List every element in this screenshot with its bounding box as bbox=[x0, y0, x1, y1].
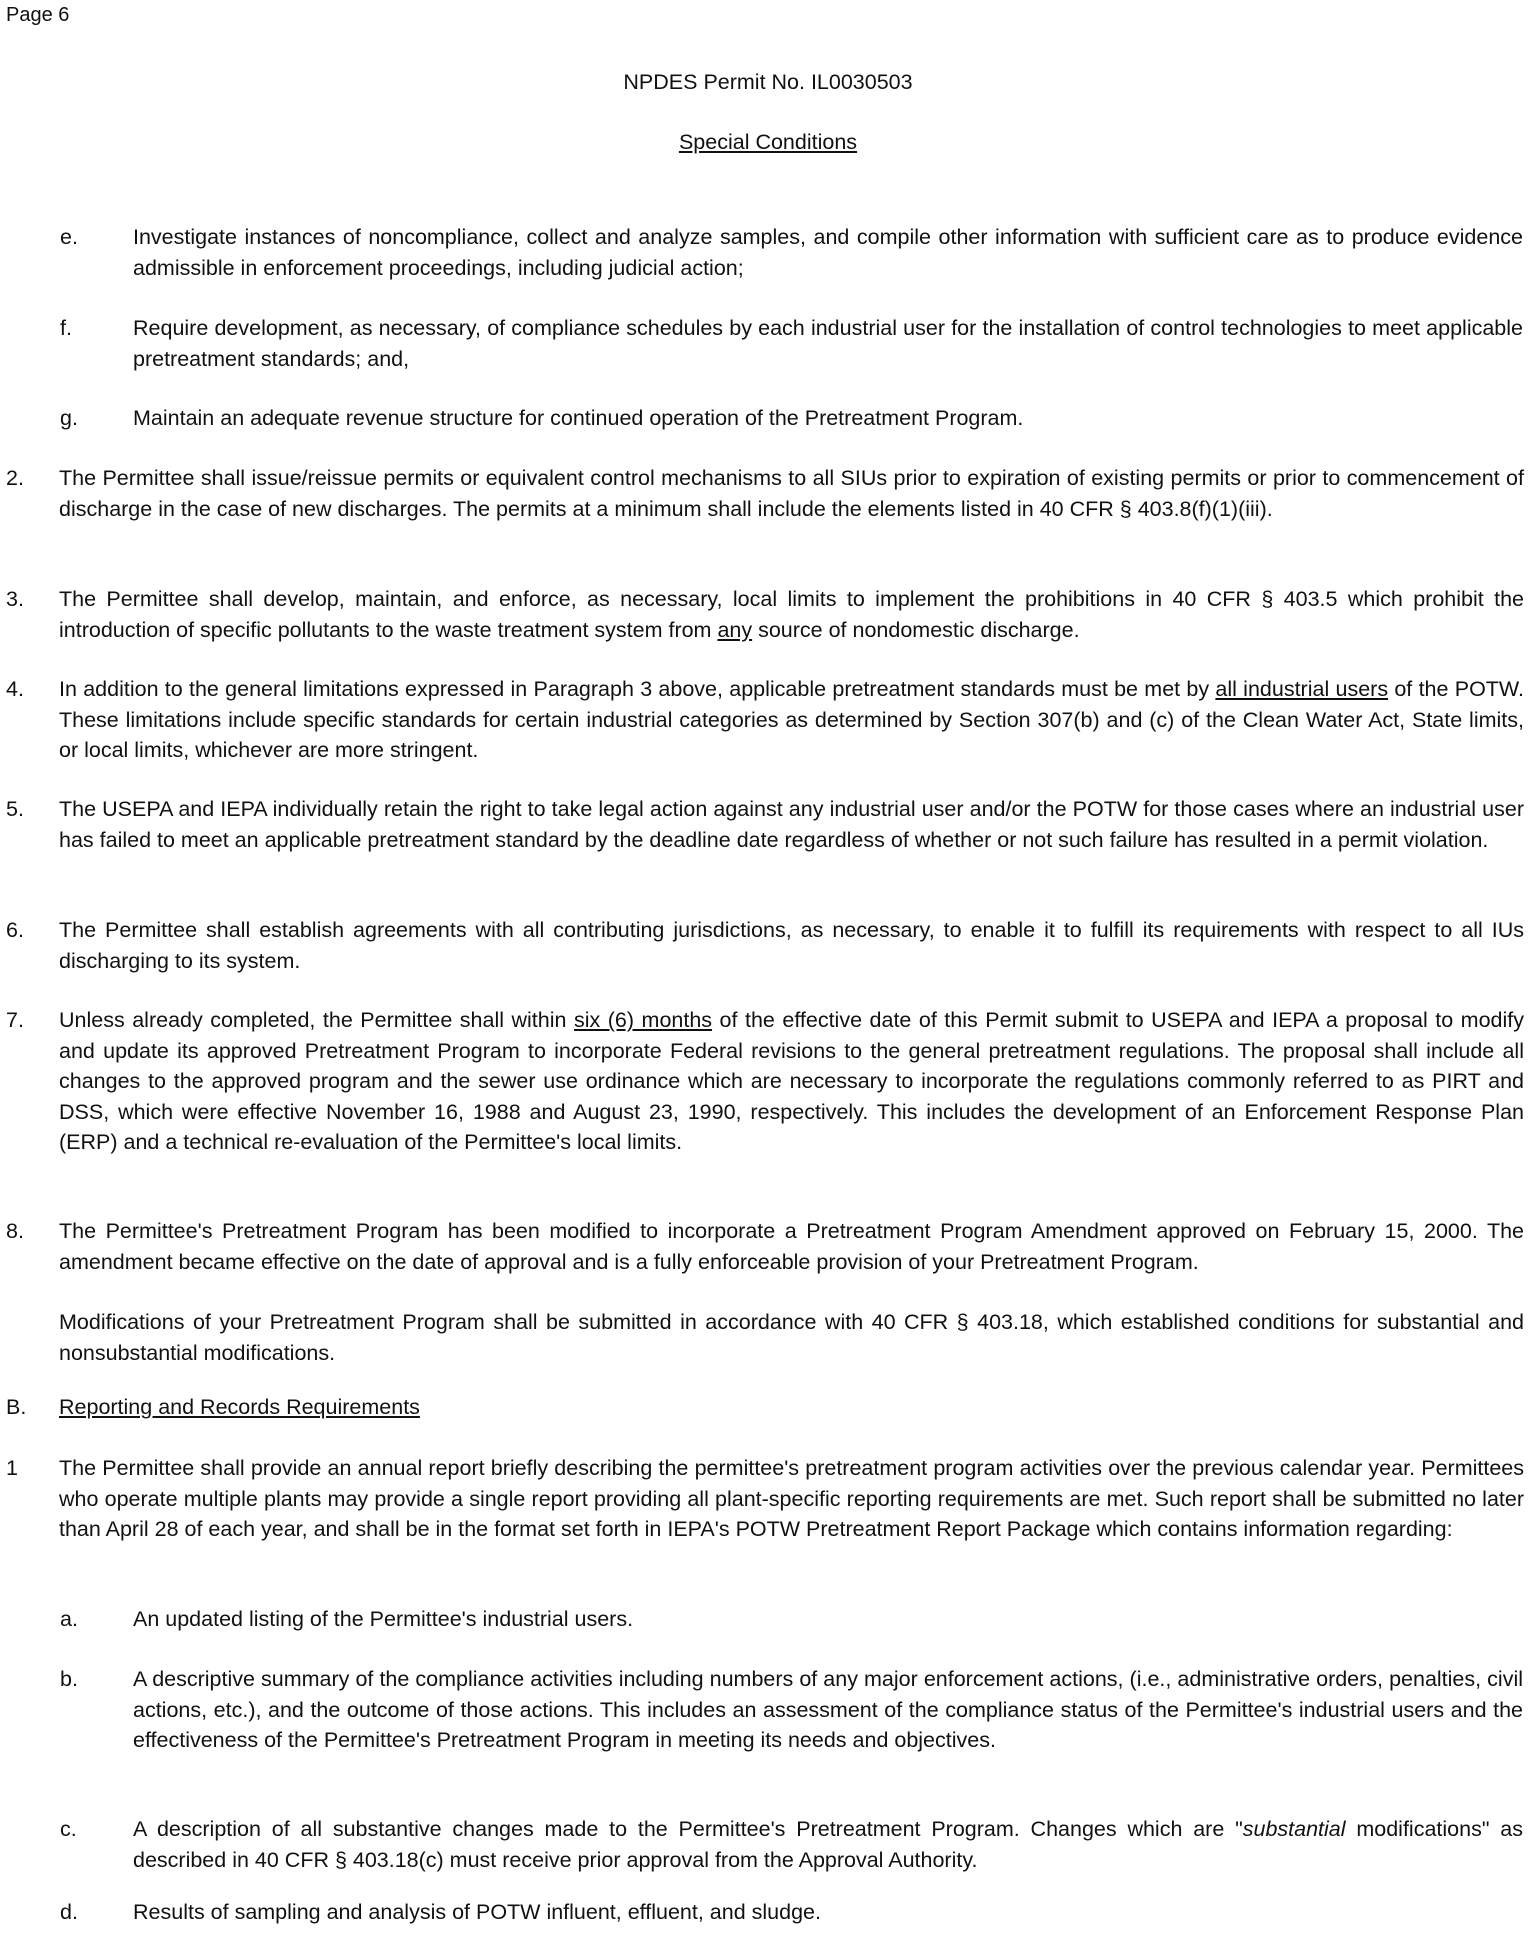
page-number: Page 6 bbox=[6, 4, 70, 26]
item-marker: b. bbox=[60, 1667, 78, 1691]
item-marker: 7. bbox=[6, 1008, 24, 1032]
item-text: The Permittee shall issue/reissue permits or equivalent control mechanisms to all SIUs prior to expiration of existing permits or prior to commencement of discharge in the case of new discharges. The permits at a minimum shall include the elements listed in 40 CFR § 403.8(f)(1)(iii). bbox=[59, 466, 1524, 521]
section-heading bbox=[0, 130, 1536, 155]
text-run: modifications" as described in 40 CFR § 403.18(c) must receive prior approval from the Approval Authority. bbox=[133, 1817, 1523, 1872]
item-text: The Permittee's Pretreatment Program has been modified to incorporate a Pretreatment Program Amendment approved on February 15, 2000. The amendment became effective on the date of approval and is a fully enforceable provision of your Pretreatment Program. bbox=[59, 1219, 1524, 1274]
italic-text: substantial bbox=[1242, 1817, 1346, 1841]
item-text: A descriptive summary of the compliance activities including numbers of any major enforcement actions, (i.e., administrative orders, penalties, civil actions, etc.), and the outcome of those actions. This includes an assessment of the compliance status of the Permittee's industrial users and the effectiveness of the Permittee's Pretreatment Program in meeting its needs and objectives. bbox=[133, 1667, 1523, 1752]
permit-number: NPDES Permit No. IL0030503 bbox=[623, 70, 913, 94]
item-marker: 2. bbox=[6, 466, 24, 490]
item-text: The Permittee shall establish agreements with all contributing jurisdictions, as necessary, to enable it to fulfill its requirements with respect to all IUs discharging to its system. bbox=[59, 918, 1524, 973]
item-text: Maintain an adequate revenue structure for continued operation of the Pretreatment Program. bbox=[133, 406, 1024, 430]
section-title: Reporting and Records Requirements bbox=[59, 1395, 420, 1419]
item-text bbox=[133, 1814, 1523, 1875]
item-text bbox=[59, 584, 1524, 645]
item-marker: g. bbox=[60, 406, 78, 430]
item-text: Results of sampling and analysis of POTW influent, effluent, and sludge. bbox=[133, 1900, 821, 1924]
item-text: Require development, as necessary, of compliance schedules by each industrial user for the installation of control technologies to meet applicable pretreatment standards; and, bbox=[133, 316, 1523, 371]
text-run: In addition to the general limitations expressed in Paragraph 3 above, applicable pretreatment standards must be met by bbox=[59, 677, 1216, 701]
item-marker: a. bbox=[60, 1607, 78, 1631]
item-marker: 5. bbox=[6, 797, 24, 821]
item-marker: d. bbox=[60, 1900, 78, 1924]
item-text: The Permittee shall provide an annual report briefly describing the permittee's pretreatment program activities over the previous calendar year. Permittees who operate multiple plants may provide a single report providing all plant-specific reporting requirements are met. Such report shall be submitted no later than April 28 of each year, and shall be in the format set forth in IEPA's POTW Pretreatment Report Package which contains information regarding: bbox=[59, 1456, 1524, 1541]
item-text bbox=[59, 674, 1524, 766]
item-text: The USEPA and IEPA individually retain the right to take legal action against any industrial user and/or the POTW for those cases where an industrial user has failed to meet an applicable pretreatment standard by the deadline date regardless of whether or not such failure has resulted in a permit violation. bbox=[59, 797, 1524, 852]
item-text: Investigate instances of noncompliance, collect and analyze samples, and compile other information with sufficient care as to produce evidence admissible in enforcement proceedings, including judicial action; bbox=[133, 225, 1523, 280]
modifications-paragraph: Modifications of your Pretreatment Program shall be submitted in accordance with 40 CFR § 403.18, which established conditions for substantial and nonsubstantial modifications. bbox=[59, 1310, 1524, 1365]
section-marker: B. bbox=[6, 1395, 27, 1419]
item-marker: 1 bbox=[6, 1456, 18, 1480]
text-run: source of nondomestic discharge. bbox=[752, 617, 1080, 642]
text-run: A description of all substantive changes made to the Permittee's Pretreatment Program. Changes which are " bbox=[133, 1817, 1243, 1841]
underlined-text: any bbox=[717, 617, 753, 642]
item-marker: f. bbox=[60, 316, 72, 340]
underlined-text: all industrial users bbox=[1215, 677, 1389, 701]
text-run: Unless already completed, the Permittee shall within bbox=[59, 1008, 574, 1032]
item-marker: 8. bbox=[6, 1219, 24, 1243]
section-heading-text: Special Conditions bbox=[678, 130, 858, 154]
text-run: The Permittee shall develop, maintain, and enforce, as necessary, local limits to implement the prohibitions in 40 CFR § 403.5 which prohibit the introduction of specific pollutants to the waste treatment system from bbox=[59, 587, 1524, 642]
item-marker: 6. bbox=[6, 918, 24, 942]
item-marker: e. bbox=[60, 225, 78, 249]
item-marker: 4. bbox=[6, 677, 24, 701]
item-text bbox=[59, 1005, 1524, 1158]
item-marker: 3. bbox=[6, 587, 24, 611]
underlined-text: six (6) months bbox=[573, 1008, 713, 1032]
item-marker: c. bbox=[60, 1817, 77, 1841]
text-run: of the effective date of this Permit submit to USEPA and IEPA a proposal to modify and update its approved Pretreatment Program to incorporate Federal revisions to the general pretreatment regulations. The proposal shall include all changes to the approved program and the sewer use ordinance which are necessary to incorporate the regulations commonly referred to as PIRT and DSS, which were effective November 16, 1988 and August 23, 1990, respectively. This includes the development of an Enforcement Response Plan (ERP) and a technical re-evaluation of the Permittee's local limits. bbox=[59, 1008, 1524, 1154]
item-text: An updated listing of the Permittee's industrial users. bbox=[133, 1607, 634, 1631]
text-run: of the POTW. These limitations include specific standards for certain industrial categories as determined by Section 307(b) and (c) of the Clean Water Act, State limits, or local limits, whichever are more stringent. bbox=[59, 677, 1525, 762]
